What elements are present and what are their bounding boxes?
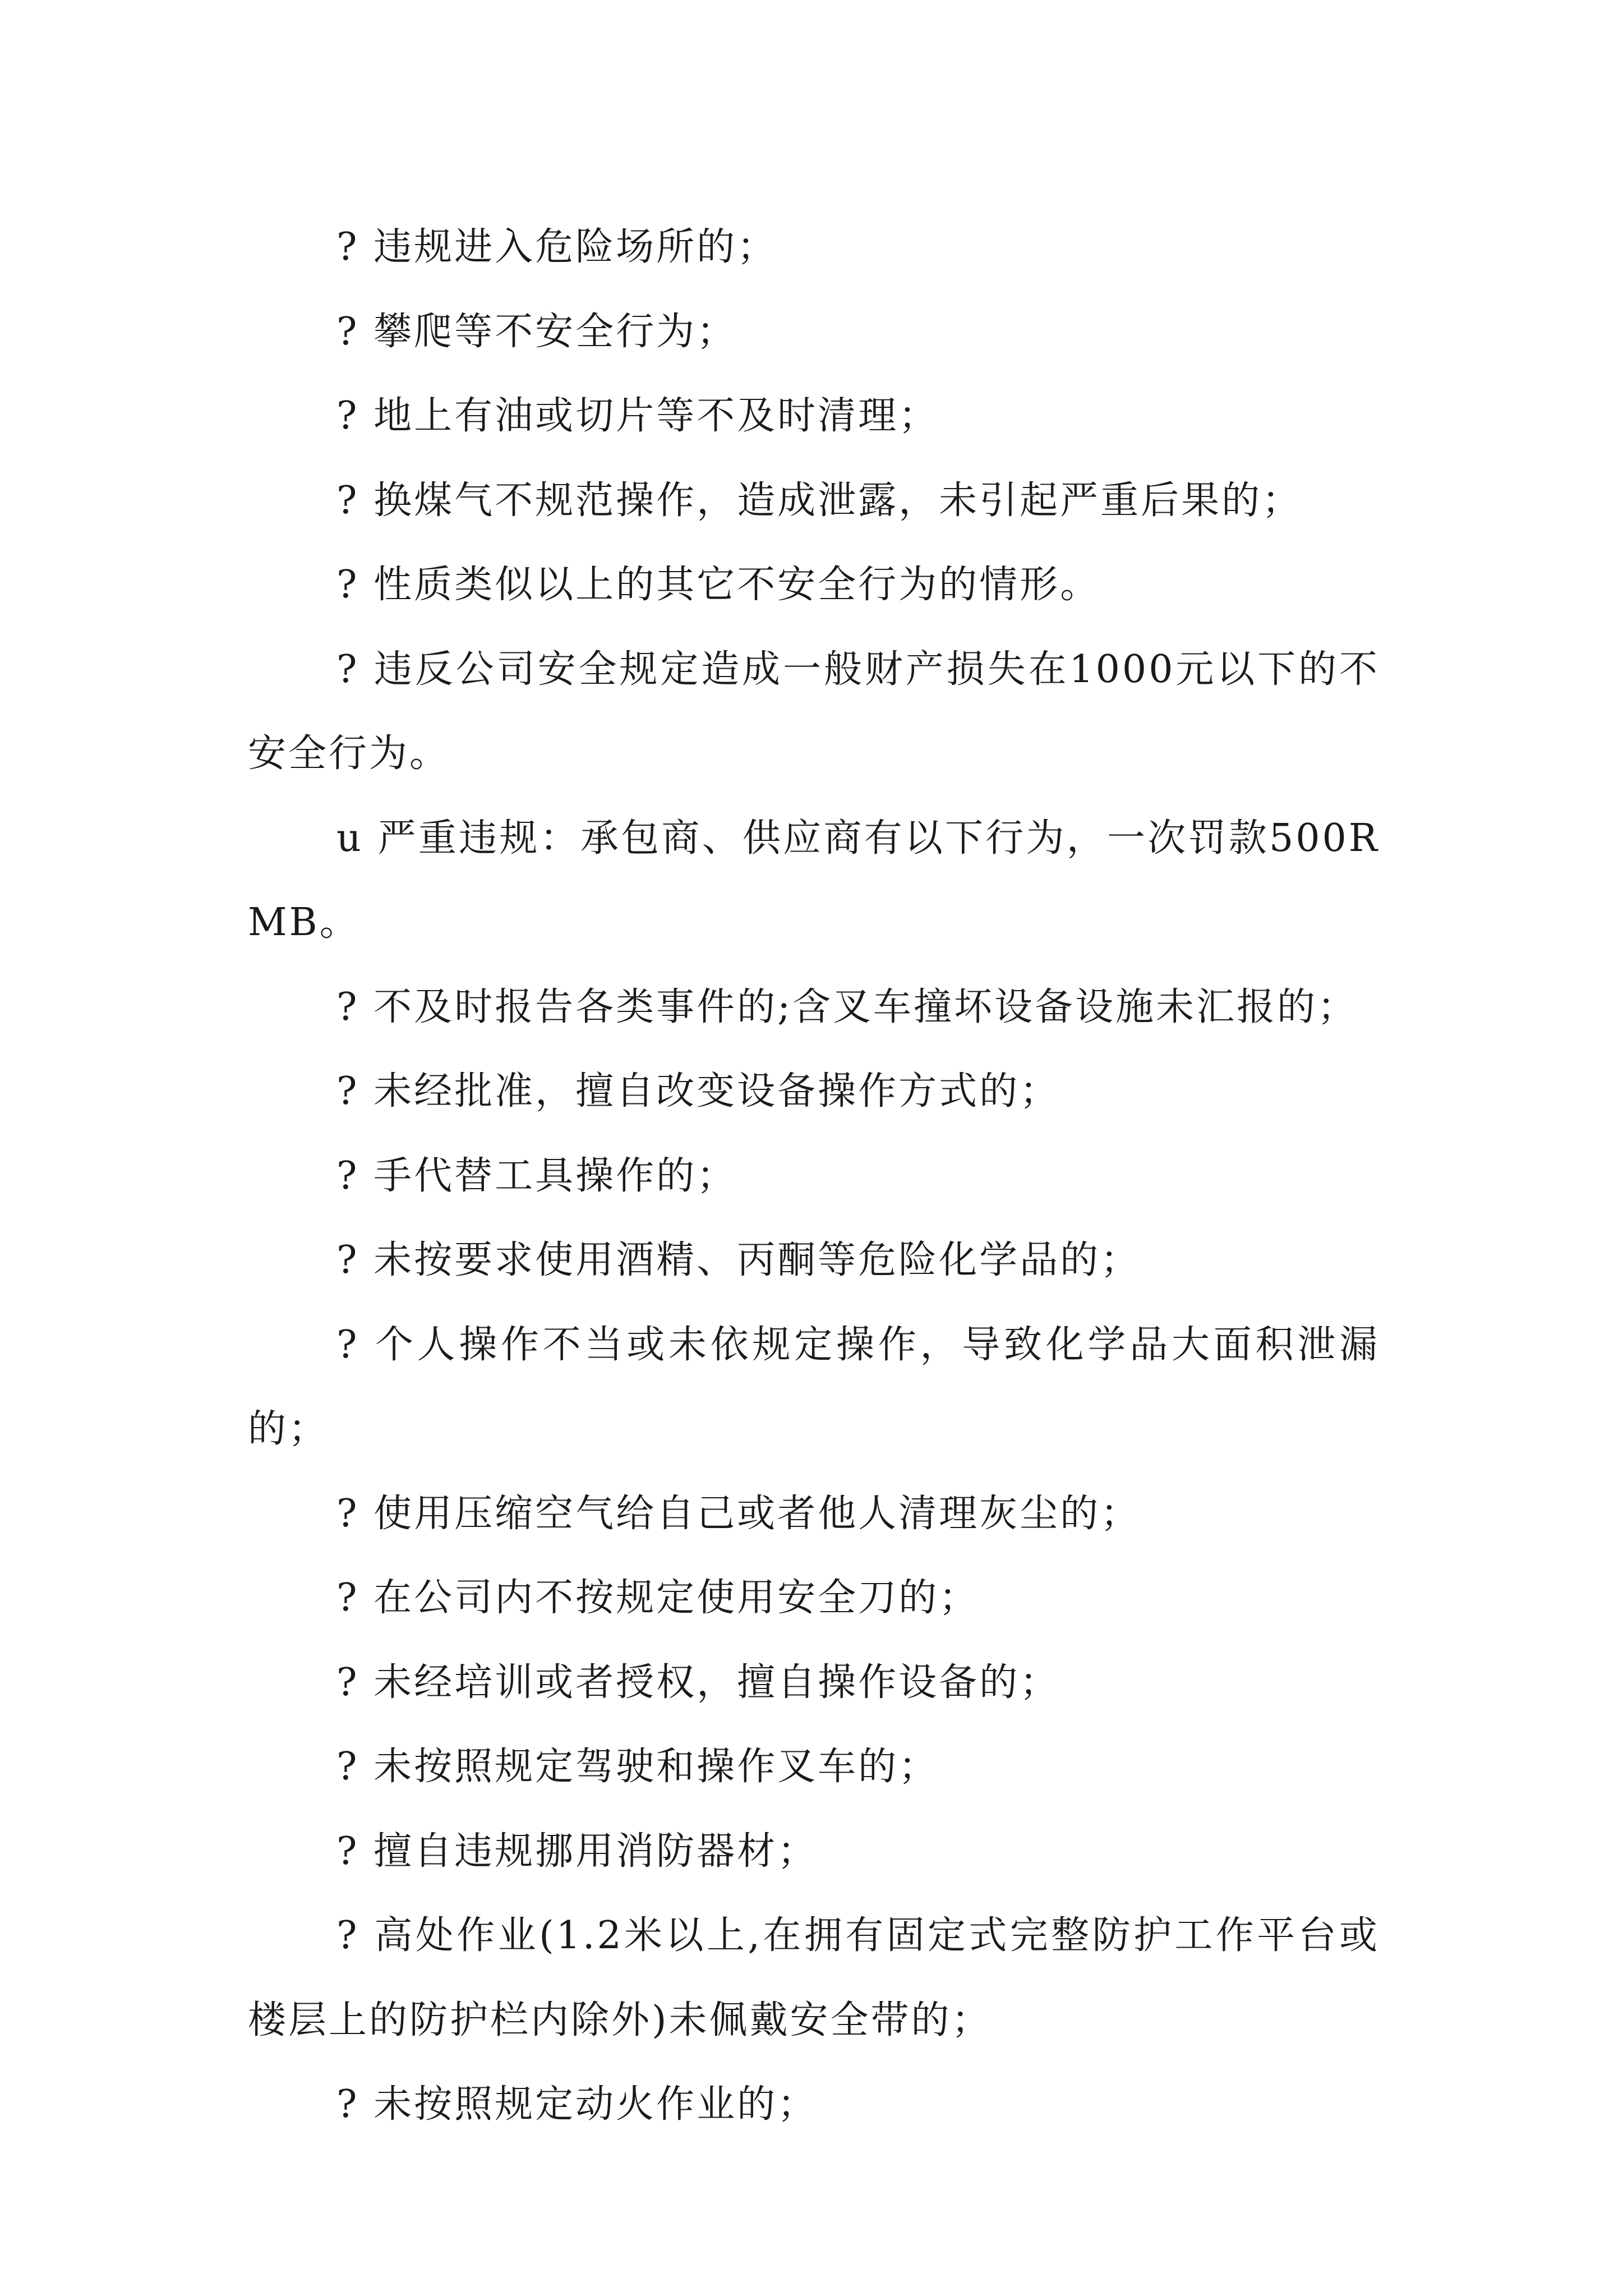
list-item: ? 未按照规定驾驶和操作叉车的；: [336, 1745, 939, 1789]
list-item: ? 不及时报告各类事件的;含叉车撞坏设备设施未汇报的；: [336, 984, 1358, 1029]
list-item: ? 未按要求使用酒精、丙酮等危险化学品的；: [336, 1238, 1141, 1282]
list-item: ? 高处作业(1.2米以上,在拥有固定式完整防护工作平台或楼层上的防护栏内除外)未佩戴安全带的；: [248, 1913, 1380, 2042]
list-item: ? 性质类似以上的其它不安全行为的情形。: [336, 563, 1101, 607]
list-item: ? 个人操作不当或未依规定操作，导致化学品大面积泄漏的；: [248, 1322, 1380, 1451]
list-item: ? 违反公司安全规定造成一般财产损失在1000元以下的不安全行为。: [248, 647, 1380, 776]
list-item: ? 换煤气不规范操作，造成泄露，未引起严重后果的；: [336, 478, 1303, 523]
list-item: ? 在公司内不按规定使用安全刀的；: [336, 1576, 980, 1620]
list-item: ? 使用压缩空气给自己或者他人清理灰尘的；: [336, 1491, 1141, 1536]
list-item: ? 攀爬等不安全行为；: [336, 309, 737, 354]
section-heading: u 严重违规：承包商、供应商有以下行为，一次罚款500RMB。: [248, 816, 1380, 945]
list-item: ? 违规进入危险场所的；: [336, 225, 778, 269]
list-item: ? 手代替工具操作的；: [336, 1153, 737, 1198]
list-item: ? 未经培训或者授权，擅自操作设备的；: [336, 1660, 1061, 1705]
list-item: ? 地上有油或切片等不及时清理；: [336, 394, 939, 438]
document-body: [248, 205, 1380, 2147]
list-item: ? 未经批准，擅自改变设备操作方式的；: [336, 1069, 1061, 1114]
list-item: ? 擅自违规挪用消防器材；: [336, 1829, 818, 1874]
list-item: ? 未按照规定动火作业的；: [336, 2082, 818, 2127]
